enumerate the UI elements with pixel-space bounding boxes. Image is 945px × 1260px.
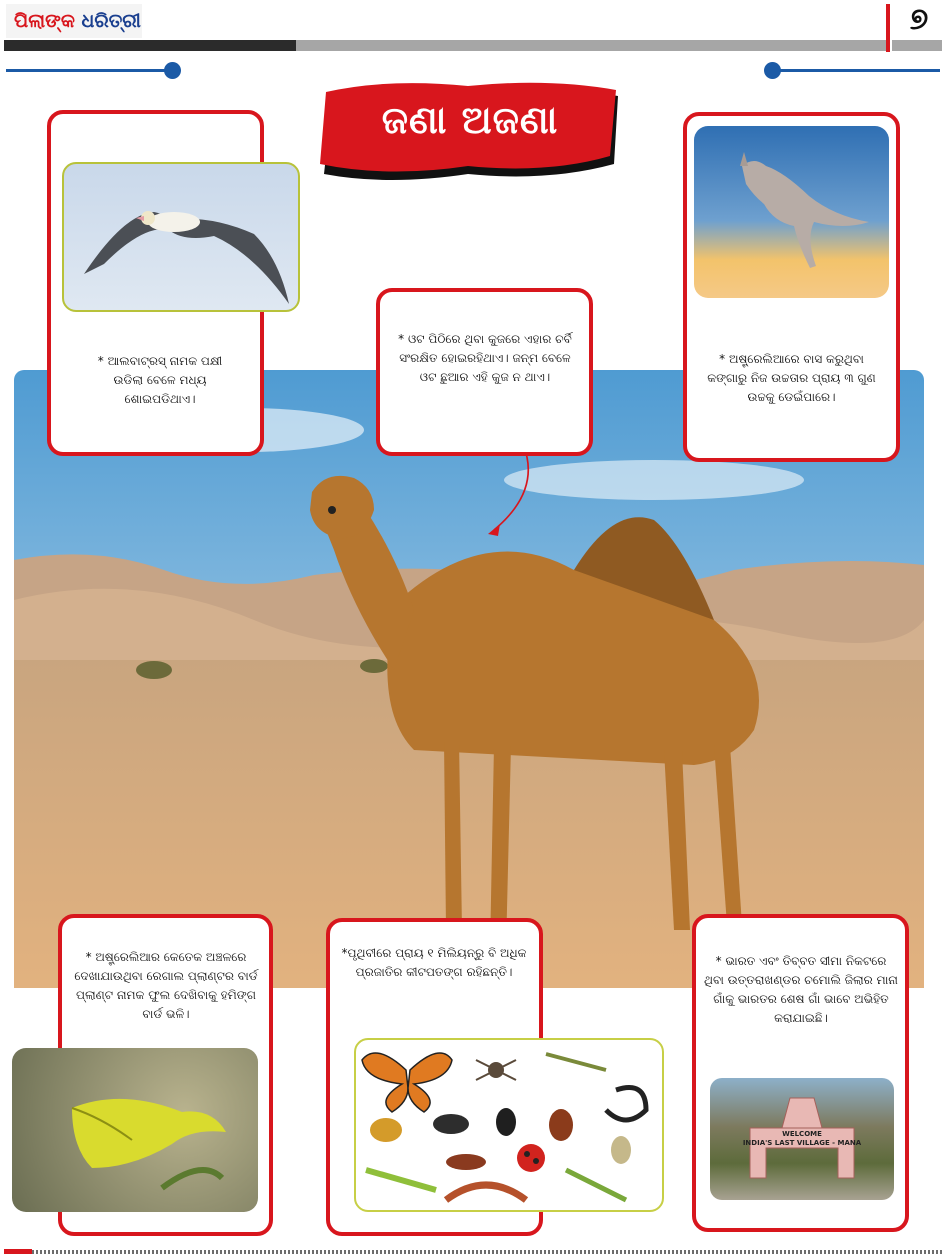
logo-word-1: ପିଲାଙ୍କ — [14, 10, 75, 32]
section-title: ଜଣା ଅଜଣା — [381, 98, 559, 142]
page-number: ୭ — [909, 2, 929, 37]
bird-plant-photo — [12, 1048, 258, 1212]
header-bar-grey-right — [892, 40, 942, 51]
camel-illustration — [14, 370, 924, 988]
section-title-banner — [318, 82, 622, 192]
albatross-fact-text: * ଆଲବାଟ୍ରସ୍ ନାମକ ପକ୍ଷୀ ଉଡିଲା ବେଳେ ମଧ୍ୟ ଶୋଇପଡିଥାଏ। — [97, 354, 223, 406]
albatross-icon — [64, 164, 300, 312]
logo-word-2: ଧରିତ୍ରୀ — [81, 10, 141, 32]
mana-village-photo — [710, 1078, 894, 1200]
albatross-photo — [62, 162, 300, 312]
kangaroo-photo — [694, 126, 889, 298]
insects-photo — [354, 1038, 664, 1212]
masthead — [0, 0, 945, 52]
right-rule-dot — [764, 62, 781, 79]
kangaroo-icon — [694, 126, 889, 298]
mana-sign-welcome: WELCOME — [782, 1130, 822, 1138]
mana-sign-village: INDIA'S LAST VILLAGE - MANA — [742, 1139, 862, 1147]
bird-flower-icon — [12, 1048, 258, 1212]
right-rule — [772, 69, 940, 72]
kangaroo-fact-text: * ଅଷ୍ଟ୍ରେଲିଆରେ ବାସ କରୁଥିବା କଙ୍ଗାରୁ ନିଜ ଉଚ୍ଚତାର ପ୍ରାୟ ୩ ଗୁଣ ଉଚ୍ଚକୁ ଡେଇଁପାରେ। — [707, 352, 876, 404]
camel-desert-photo — [14, 370, 924, 988]
header-bar-dark — [4, 40, 296, 51]
footer-rule — [32, 1250, 942, 1254]
bird-plant-fact-text: * ଅଷ୍ଟ୍ରେଲିଆର କେତେକ ଅଞ୍ଚଳରେ ଦେଖାଯାଉଥିବା ରେଗାଲ ପ୍ଲାଣ୍ଟର ବାର୍ଡ ପ୍ଲାଣ୍ଟ ନାମକ ଫୁଲ ଦେଖିବାକୁ ହମିଙ୍ଗ ବାର୍ଡ ଭଳି। — [74, 950, 258, 1021]
footer-rule-accent — [4, 1249, 32, 1254]
camel-fact-text: * ଓଟ ପିଠିରେ ଥିବା କୁଜରେ ଏହାର ଚର୍ବି ସଂରକ୍ଷିତ ହୋଇରହିଥାଏ। ଜନ୍ମ ବେଳେ ଓଟ ଛୁଆର ଏହି କୁଜ ନ ଥାଏ। — [398, 332, 572, 384]
header-bar-grey — [296, 40, 886, 51]
left-rule-dot — [164, 62, 181, 79]
insects-fact-text: *ପୃଥିବୀରେ ପ୍ରାୟ ୧ ମିଲିୟନ୍‌ରୁ ବି ଅଧିକ ପ୍ରଜାତିର କୀଟପତଙ୍ଗ ରହିଛନ୍ତି। — [341, 946, 527, 979]
left-rule — [6, 69, 170, 72]
header-divider — [886, 4, 890, 52]
insects-collage-icon — [356, 1040, 664, 1212]
mana-fact-text: * ଭାରତ ଏବଂ ତିବ୍ବତ ସୀମା ନିକଟରେ ଥିବା ଉତ୍ତରାଖଣ୍ଡର ଚମୋଲି ଜିଲାର ମାନା ଗାଁକୁ ଭାରତର ଶେଷ ଗାଁ ଭାବେ ଅଭିହିତ କରାଯାଇଛି। — [704, 954, 898, 1025]
publication-logo[interactable] — [6, 4, 142, 38]
